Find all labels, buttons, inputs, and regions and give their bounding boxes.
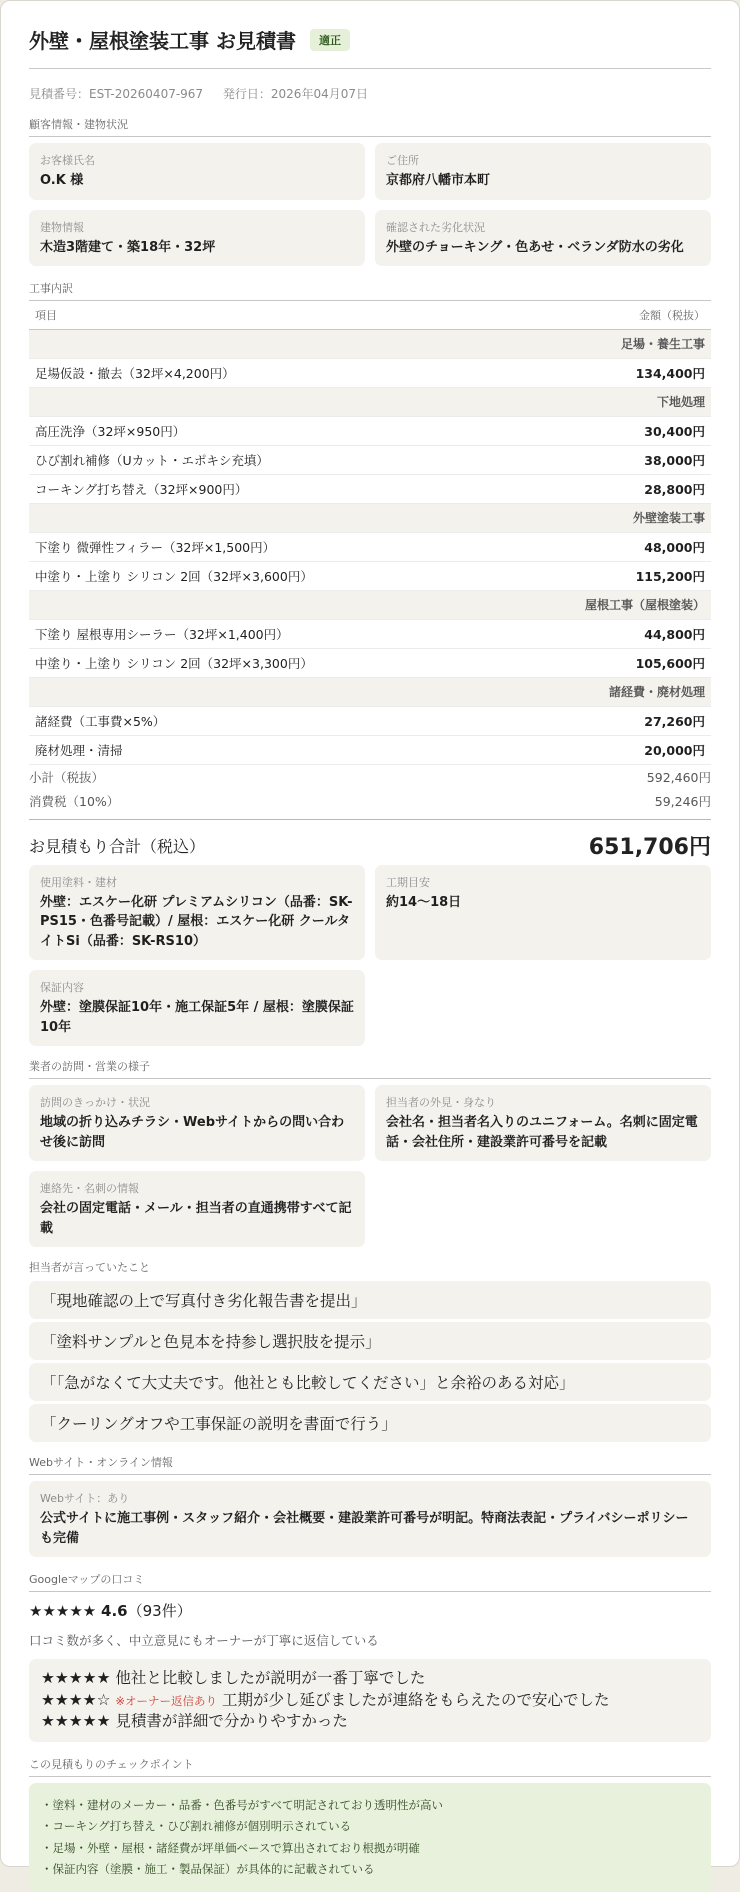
review-text: 見積書が詳細で分かりやすかった — [115, 1712, 348, 1731]
customer-name-label: お客様氏名 — [40, 154, 95, 167]
customer-grid — [29, 143, 711, 266]
visit-section-title: 業者の訪問・営業の様子 — [29, 1058, 711, 1079]
breakdown-section-title: 工事内訳 — [29, 280, 711, 301]
item-amount: 48,000円 — [561, 532, 711, 561]
appearance-label: 担当者の外見・身なり — [386, 1096, 496, 1109]
category-row — [29, 503, 711, 532]
category-label: 足場・養生工事 — [29, 329, 711, 358]
issue-date: 発行日：2026年04月07日 — [222, 87, 368, 101]
building-info-label: 建物情報 — [40, 220, 84, 234]
category-row — [29, 387, 711, 416]
estimate-meta — [29, 85, 711, 102]
item-name: 高圧洗浄（32坪×950円） — [29, 416, 561, 445]
appearance-card — [375, 1085, 711, 1161]
review-item — [41, 1668, 699, 1690]
visit-trigger-card — [29, 1085, 365, 1161]
total-value: 651,706円 — [588, 834, 711, 860]
damage-label: 確認された劣化状況 — [386, 220, 485, 234]
contact-card — [29, 1171, 365, 1247]
paint-card — [29, 865, 365, 961]
item-name: ひび割れ補修（Uカット・エポキシ充填） — [29, 445, 561, 474]
item-name: 中塗り・上塗り シリコン 2回（32坪×3,600円） — [29, 561, 561, 590]
website-label: Webサイト：あり — [40, 1492, 130, 1505]
damage-info: 外壁のチョーキング・色あせ・ベランダ防水の劣化 — [386, 239, 684, 255]
item-amount: 20,000円 — [561, 735, 711, 764]
subtotal-label: 小計（税抜） — [29, 769, 105, 785]
checkpoint-item: ・保証内容（塗膜・施工・製品保証）が具体的に記載されている — [41, 1861, 375, 1876]
paint-info: 外壁：エスケー化研 プレミアムシリコン（品番：SK-PS15・色番号記載）/ 屋根：エスケー化研 クールタイトSi（品番：SK-RS10） — [40, 894, 353, 949]
quote-item: 「クーリングオフや工事保証の説明を書面で行う」 — [29, 1404, 711, 1442]
status-badge: 適正 — [310, 29, 350, 51]
review-text: 他社と比較しましたが説明が一番丁寧でした — [115, 1669, 426, 1687]
checkpoint-item: ・塗料・建材のメーカー・品番・色番号がすべて明記されており透明性が高い — [41, 1798, 444, 1813]
total-label: お見積もり合計（税込） — [29, 836, 206, 856]
checkpoint-list — [29, 1783, 711, 1892]
rating-stars-icon: ★★★★★ — [29, 1602, 97, 1620]
review-stars-icon: ★★★★★ — [41, 1712, 111, 1731]
review-item — [41, 1690, 699, 1712]
quotes-section-title: 担当者が言っていたこと — [29, 1261, 150, 1274]
table-row — [29, 416, 711, 445]
customer-address: 京都府八幡市本町 — [386, 173, 491, 188]
google-section-title: Googleマップの口コミ — [29, 1571, 711, 1592]
google-rating — [29, 1600, 711, 1621]
category-label: 屋根工事（屋根塗装） — [29, 590, 711, 619]
table-row — [29, 445, 711, 474]
item-amount: 44,800円 — [561, 619, 711, 648]
table-row — [29, 735, 711, 764]
category-row — [29, 590, 711, 619]
visit-grid — [29, 1085, 711, 1247]
page-title: 外壁・屋根塗装工事 お見積書 — [29, 29, 296, 53]
review-stars-icon: ★★★★☆ — [41, 1690, 111, 1709]
breakdown-table — [29, 301, 711, 765]
subtotal-value: 592,460円 — [646, 769, 711, 785]
warranty-info: 外壁：塗膜保証10年・施工保証5年 / 屋根：塗膜保証10年 — [40, 1000, 354, 1035]
table-header-row — [29, 301, 711, 329]
item-name: コーキング打ち替え（32坪×900円） — [29, 474, 561, 503]
item-amount: 30,400円 — [561, 416, 711, 445]
item-amount: 38,000円 — [561, 445, 711, 474]
table-row — [29, 648, 711, 677]
quote-item: 「塗料サンプルと色見本を持参し選択肢を提示」 — [29, 1322, 711, 1360]
rating-note: 口コミ数が多く、中立意見にもオーナーが丁寧に返信している — [29, 1633, 379, 1648]
customer-name: O.K 様 — [40, 173, 84, 188]
col-amount: 金額（税抜） — [561, 301, 711, 329]
checkpoints-section-title: この見積もりのチェックポイント — [29, 1756, 711, 1777]
review-item — [41, 1711, 699, 1733]
subtotal-row — [29, 765, 711, 789]
checkpoint-item: ・足場・外壁・屋根・諸経費が坪単価ベースで算出されており根拠が明確 — [41, 1840, 420, 1855]
item-name: 足場仮設・撤去（32坪×4,200円） — [29, 358, 561, 387]
table-row — [29, 474, 711, 503]
item-amount: 115,200円 — [561, 561, 711, 590]
contact-info: 会社の固定電話・メール・担当者の直通携帯すべて記載 — [40, 1201, 352, 1236]
table-row — [29, 358, 711, 387]
visit-trigger-label: 訪問のきっかけ・状況 — [40, 1096, 150, 1109]
damage-card — [375, 210, 711, 267]
tax-row — [29, 789, 711, 813]
customer-address-card — [375, 143, 711, 200]
owner-reply-badge: ※オーナー返信あり — [115, 1693, 218, 1708]
spec-grid — [29, 865, 711, 1047]
warranty-card — [29, 970, 365, 1046]
website-card — [29, 1481, 711, 1557]
category-label: 外壁塗装工事 — [29, 503, 711, 532]
period-info: 約14〜18日 — [386, 894, 462, 910]
table-row — [29, 619, 711, 648]
building-info: 木造3階建て・築18年・32坪 — [40, 239, 216, 255]
breakdown-body — [29, 329, 711, 764]
estimate-number: 見積番号：EST-20260407-967 — [29, 87, 204, 101]
customer-name-card — [29, 143, 365, 200]
item-amount: 27,260円 — [561, 706, 711, 735]
review-list — [29, 1659, 711, 1742]
total-row — [29, 819, 711, 861]
building-info-card — [29, 210, 365, 267]
category-row — [29, 677, 711, 706]
appearance-info: 会社名・担当者名入りのユニフォーム。名刺に固定電話・会社住所・建設業許可番号を記載 — [386, 1115, 698, 1150]
review-text: 工期が少し延びましたが連絡をもらえたので安心でした — [222, 1690, 610, 1709]
item-amount: 134,400円 — [561, 358, 711, 387]
item-amount: 28,800円 — [561, 474, 711, 503]
contact-label: 連絡先・名刺の情報 — [40, 1182, 139, 1195]
review-count: （93件） — [127, 1602, 192, 1620]
category-label: 下地処理 — [29, 387, 711, 416]
item-name: 下塗り 屋根専用シーラー（32坪×1,400円） — [29, 619, 561, 648]
category-label: 諸経費・廃材処理 — [29, 677, 711, 706]
item-name: 諸経費（工事費×5%） — [29, 706, 561, 735]
tax-value: 59,246円 — [654, 793, 711, 809]
rating-score: 4.6 — [101, 1602, 128, 1620]
item-name: 下塗り 微弾性フィラー（32坪×1,500円） — [29, 532, 561, 561]
period-label: 工期目安 — [386, 875, 430, 889]
visit-trigger: 地域の折り込みチラシ・Webサイトからの問い合わせ後に訪問 — [40, 1115, 345, 1150]
quote-item: 「現地確認の上で写真付き劣化報告書を提出」 — [29, 1281, 711, 1319]
col-item: 項目 — [29, 301, 561, 329]
website-info: 公式サイトに施工事例・スタッフ紹介・会社概要・建設業許可番号が明記。特商法表記・プライバシーポリシーも完備 — [40, 1511, 689, 1546]
paint-label: 使用塗料・建材 — [40, 875, 117, 889]
quote-item: 「「急がなくて大丈夫です。他社とも比較してください」と余裕のある対応」 — [29, 1363, 711, 1401]
review-stars-icon: ★★★★★ — [41, 1669, 111, 1687]
table-row — [29, 532, 711, 561]
item-amount: 105,600円 — [561, 648, 711, 677]
estimate-header — [29, 25, 711, 69]
item-name: 中塗り・上塗り シリコン 2回（32坪×3,300円） — [29, 648, 561, 677]
table-row — [29, 706, 711, 735]
item-name: 廃材処理・清掃 — [29, 735, 561, 764]
customer-section-title: 顧客情報・建物状況 — [29, 116, 711, 137]
warranty-label: 保証内容 — [40, 981, 84, 994]
period-card — [375, 865, 711, 961]
quote-list — [29, 1281, 711, 1442]
checkpoint-item: ・コーキング打ち替え・ひび割れ補修が個別明示されている — [41, 1819, 352, 1834]
tax-label: 消費税（10%） — [29, 793, 120, 809]
website-section-title: Webサイト・オンライン情報 — [29, 1454, 711, 1475]
table-row — [29, 561, 711, 590]
customer-address-label: ご住所 — [386, 154, 419, 167]
category-row — [29, 329, 711, 358]
